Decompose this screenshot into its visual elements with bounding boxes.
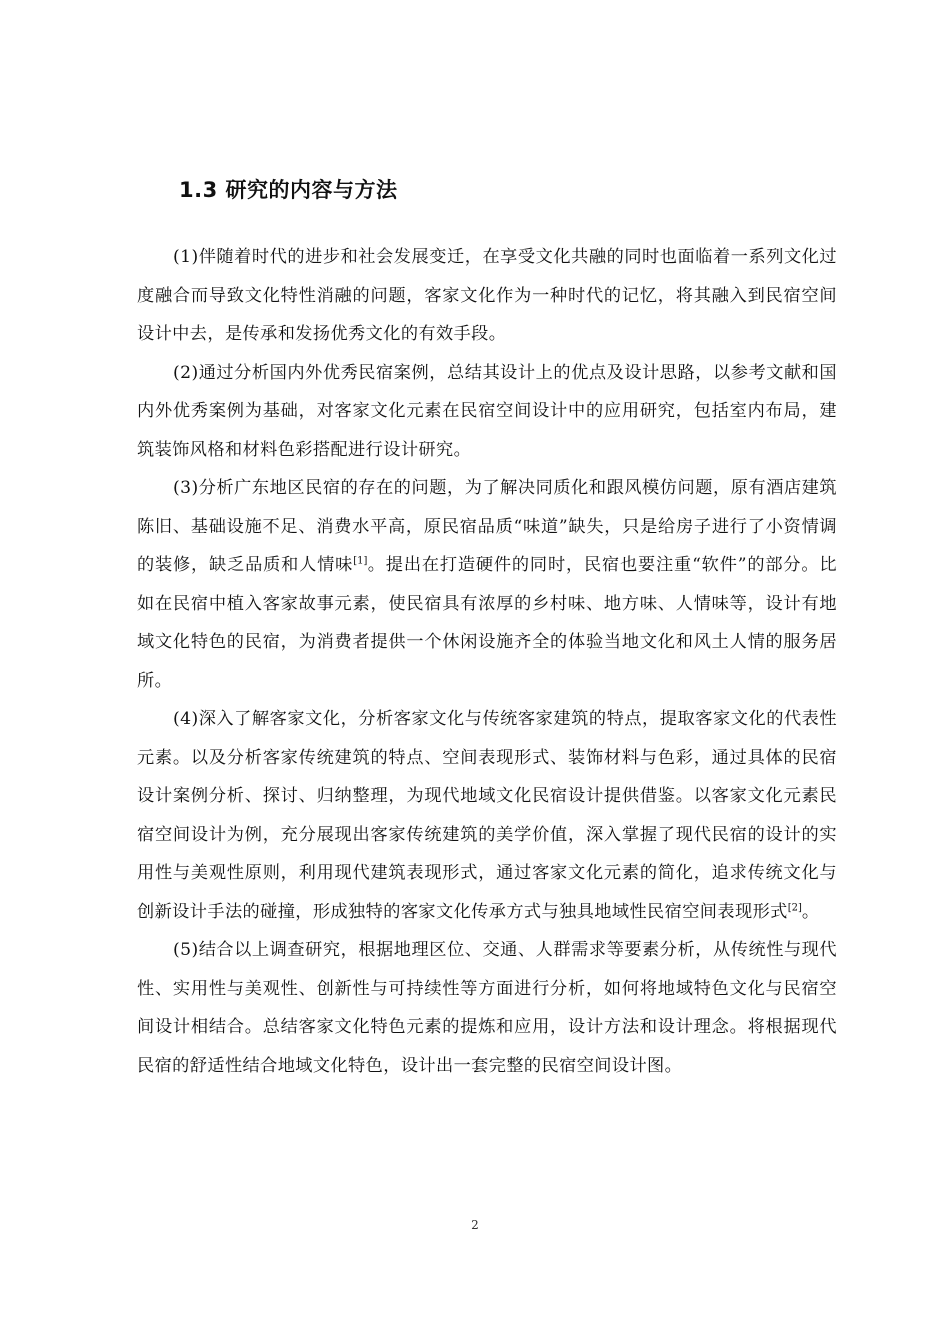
page-number: 2 <box>471 1218 479 1232</box>
paragraph-3 <box>137 469 837 700</box>
paragraph-4 <box>137 700 837 931</box>
section-body <box>137 238 837 1085</box>
paragraph-3-text-b: 。提出在打造硬件的同时，民宿也要注重“软件”的部分。比如在民宿中植入客家故事元素，使民宿具有浓厚的乡村味、地方味、人情味等，设计有地域文化特色的民宿，为消费者提供一个休闲设施齐全的体验当地文化和风土人情的服务居所。 <box>137 555 837 691</box>
paragraph-5-text: (5)结合以上调查研究，根据地理区位、交通、人群需求等要素分析，从传统性与现代性、实用性与美观性、创新性与可持续性等方面进行分析，如何将地域特色文化与民宿空间设计相结合。总结客家文化特色元素的提炼和应用，设计方法和设计理念。将根据现代民宿的舒适性结合地域文化特色，设计出一套完整的民宿空间设计图。 <box>137 940 837 1076</box>
paragraph-4-text-b: 。 <box>801 901 820 922</box>
section-heading: 1.3 研究的内容与方法 <box>179 178 398 202</box>
paragraph-4-text-a: (4)深入了解客家文化，分析客家文化与传统客家建筑的特点，提取客家文化的代表性元素。以及分析客家传统建筑的特点、空间表现形式、装饰材料与色彩，通过具体的民宿设计案例分析、探讨、归纳整理，为现代地域文化民宿设计提供借鉴。以客家文化元素民宿空间设计为例，充分展现出客家传统建筑的美学价值，深入掌握了现代民宿的设计的实用性与美观性原则，利用现代建筑表现形式，通过客家文化元素的简化，追求传统文化与创新设计手法的碰撞，形成独特的客家文化传承方式与独具地域性民宿空间表现形式 <box>137 709 837 922</box>
citation-2: [2] <box>787 901 802 913</box>
citation-1: [1] <box>353 555 368 567</box>
paragraph-3-text-a: (3)分析广东地区民宿的存在的问题，为了解决同质化和跟风模仿问题，原有酒店建筑陈旧、基础设施不足、消费水平高，原民宿品质“味道”缺失，只是给房子进行了小资情调的装修，缺乏品质和人情味 <box>137 478 837 575</box>
paragraph-1 <box>137 238 837 354</box>
paragraph-5 <box>137 931 837 1085</box>
paragraph-1-text: (1)伴随着时代的进步和社会发展变迁，在享受文化共融的同时也面临着一系列文化过度融合而导致文化特性消融的问题，客家文化作为一种时代的记忆，将其融入到民宿空间设计中去，是传承和发扬优秀文化的有效手段。 <box>137 247 837 344</box>
paragraph-2-text: (2)通过分析国内外优秀民宿案例，总结其设计上的优点及设计思路，以参考文献和国内外优秀案例为基础，对客家文化元素在民宿空间设计中的应用研究，包括室内布局，建筑装饰风格和材料色彩搭配进行设计研究。 <box>137 362 837 460</box>
paragraph-2 <box>137 354 837 470</box>
